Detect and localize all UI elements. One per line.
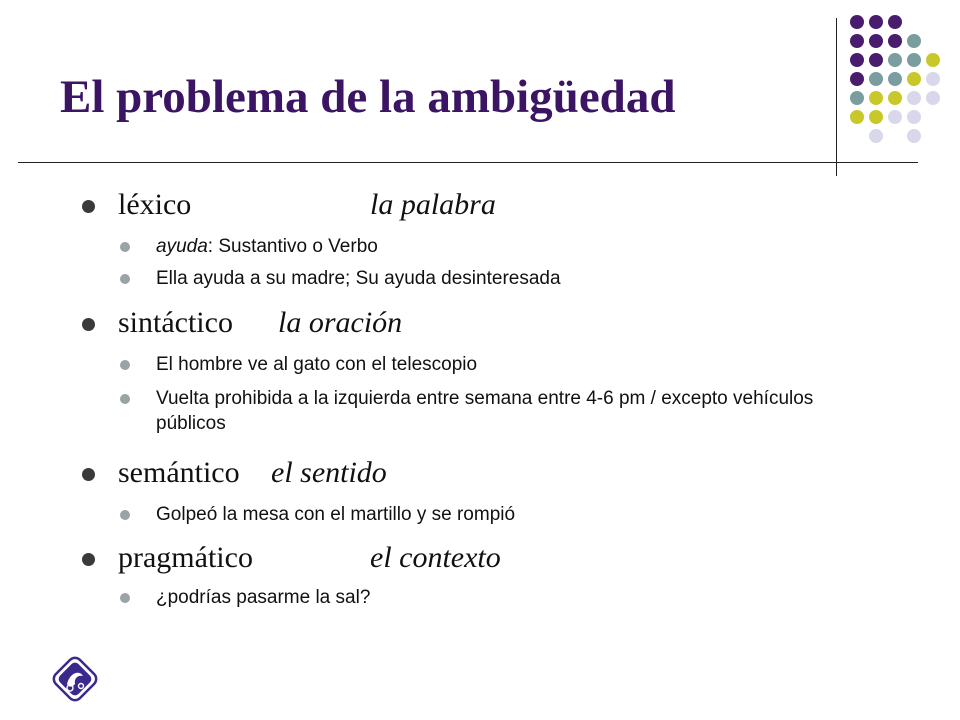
decorative-dot (850, 72, 864, 86)
item-term: pragmático (118, 541, 253, 574)
sub-bullet-icon (120, 242, 130, 252)
decorative-dot (926, 72, 940, 86)
sub-bullet-item (120, 266, 820, 291)
bullet-icon (82, 553, 95, 566)
item-term: sintáctico (118, 306, 233, 339)
decorative-dot (869, 72, 883, 86)
decorative-dot (850, 34, 864, 48)
item-gloss: el sentido (271, 456, 387, 489)
title-divider-vertical (836, 18, 837, 176)
decorative-dot (888, 91, 902, 105)
institution-logo-icon (50, 654, 100, 704)
decorative-dot (869, 129, 883, 143)
bullet-icon (82, 200, 95, 213)
decorative-dot (907, 72, 921, 86)
decorative-dot (907, 91, 921, 105)
decorative-dot (926, 91, 940, 105)
slide-title: El problema de la ambigüedad (60, 71, 676, 123)
sub-item-text: Vuelta prohibida a la izquierda entre semana entre 4-6 pm / excepto vehículos públicos (156, 388, 814, 434)
title-divider-horizontal (18, 162, 918, 163)
decorative-dot (888, 15, 902, 29)
decorative-dot (907, 34, 921, 48)
sub-bullet-icon (120, 593, 130, 603)
sub-item-text: El hombre ve al gato con el telescopio (156, 354, 478, 375)
decorative-dot (888, 110, 902, 124)
bullet-icon (82, 318, 95, 331)
decorative-dot (869, 15, 883, 29)
sub-item-text: Ella ayuda a su madre; Su ayuda desinteresada (156, 268, 561, 289)
decorative-dot (926, 53, 940, 67)
item-gloss: el contexto (370, 541, 501, 574)
sub-bullet-icon (120, 360, 130, 370)
decorative-dot (869, 53, 883, 67)
sub-bullet-icon (120, 510, 130, 520)
decorative-dot (850, 91, 864, 105)
sub-bullet-item (120, 234, 820, 259)
sub-bullet-icon (120, 274, 130, 284)
decorative-dot (869, 91, 883, 105)
decorative-dot (869, 34, 883, 48)
sub-item-text: : Sustantivo o Verbo (207, 236, 378, 257)
item-gloss: la palabra (370, 188, 496, 221)
decorative-dot (907, 53, 921, 67)
item-term: léxico (118, 188, 192, 221)
decorative-dot (907, 110, 921, 124)
decorative-dot (888, 34, 902, 48)
decorative-dot (850, 15, 864, 29)
item-gloss: la oración (278, 306, 403, 339)
sub-item-text: ¿podrías pasarme la sal? (156, 587, 371, 608)
sub-bullet-item (120, 386, 820, 436)
sub-bullet-icon (120, 394, 130, 404)
decorative-dot (850, 53, 864, 67)
sub-bullet-item (120, 585, 820, 610)
item-term: semántico (118, 456, 240, 489)
sub-item-text: Golpeó la mesa con el martillo y se rompió (156, 504, 516, 525)
sub-bullet-item (120, 502, 820, 527)
decorative-dot (888, 72, 902, 86)
sub-item-emphasis: ayuda (156, 236, 208, 257)
decorative-dot (888, 53, 902, 67)
bullet-icon (82, 468, 95, 481)
sub-bullet-item (120, 352, 820, 377)
decorative-dot (850, 110, 864, 124)
decorative-dot (869, 110, 883, 124)
decorative-dot (907, 129, 921, 143)
